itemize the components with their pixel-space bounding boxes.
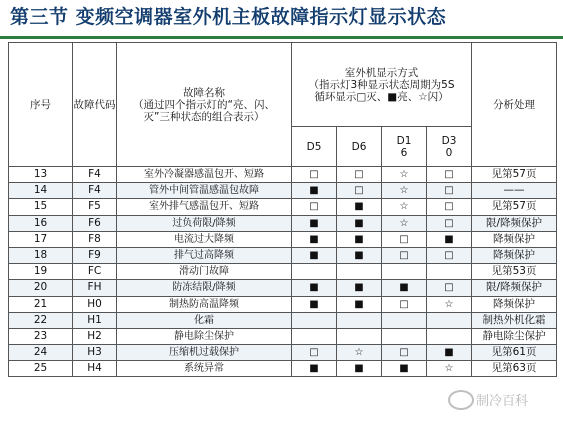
table-row [9,312,557,328]
header-fault-code: 故障代码 [73,43,117,167]
cell-code: H4 [73,361,117,377]
cell-d5 [292,328,337,344]
cell-d5: ■ [292,296,337,312]
cell-d30: ■ [427,345,472,361]
cell-name: 静电除尘保护 [117,328,292,344]
cell-d5 [292,312,337,328]
cell-code: H3 [73,345,117,361]
page-title: 第三节 变频空调器室外机主板故障指示灯显示状态 [10,6,447,28]
cell-seq: 15 [9,199,73,215]
cell-d16: □ [382,345,427,361]
cell-d5: □ [292,345,337,361]
table-row [9,247,557,263]
table-row [9,264,557,280]
header-fault-name-title: 故障名称 [183,86,225,99]
cell-d5: ■ [292,183,337,199]
header-d30: D30 [427,127,472,167]
cell-name: 管外中间管温感温包故障 [117,183,292,199]
cell-name: 室外冷凝器感温包开、短路 [117,167,292,183]
cell-d16: ☆ [382,215,427,231]
cell-analysis: 静电除尘保护 [472,328,557,344]
title-underline [0,36,563,39]
cell-d5: ■ [292,247,337,263]
cell-seq: 14 [9,183,73,199]
cell-code: F8 [73,231,117,247]
cell-seq: 20 [9,280,73,296]
cell-analysis: 见第53页 [472,264,557,280]
cell-d6: ■ [337,231,382,247]
cell-name: 电流过大降频 [117,231,292,247]
table-header [9,43,557,167]
cell-d16 [382,328,427,344]
cell-d30: □ [427,183,472,199]
cell-d5: ■ [292,215,337,231]
table-row [9,361,557,377]
table-row [9,215,557,231]
cell-d6: ■ [337,296,382,312]
cell-d5: □ [292,199,337,215]
cell-seq: 17 [9,231,73,247]
header-display-title: 室外机显示方式 [344,66,419,79]
cell-d6: □ [337,183,382,199]
cell-d6: ■ [337,215,382,231]
cell-d5: ■ [292,231,337,247]
cell-code: H0 [73,296,117,312]
cell-name: 排气过高降频 [117,247,292,263]
cell-d5: ■ [292,361,337,377]
table-body [9,167,557,377]
cell-analysis: 见第63页 [472,361,557,377]
cell-seq: 22 [9,312,73,328]
cell-code: FH [73,280,117,296]
cell-code: FC [73,264,117,280]
header-d16: D16 [382,127,427,167]
cell-analysis: 见第57页 [472,167,557,183]
cell-name: 过负荷限/降频 [117,215,292,231]
cell-seq: 16 [9,215,73,231]
cell-d6: ■ [337,361,382,377]
cell-analysis: 降频保护 [472,247,557,263]
header-fault-name [117,43,292,167]
cell-analysis: 限/降频保护 [472,280,557,296]
table-row [9,199,557,215]
table-row [9,345,557,361]
cell-d6 [337,312,382,328]
cell-d6 [337,328,382,344]
cell-name: 化霜 [117,312,292,328]
cell-seq: 13 [9,167,73,183]
cell-d6: □ [337,167,382,183]
table-row [9,280,557,296]
cell-seq: 18 [9,247,73,263]
cell-analysis: 限/降频保护 [472,215,557,231]
cell-d30: ☆ [427,361,472,377]
cell-d30 [427,312,472,328]
cell-d6: ☆ [337,345,382,361]
cell-d16: □ [382,231,427,247]
cell-d30: □ [427,247,472,263]
cell-name: 系统异常 [117,361,292,377]
header-d6: D6 [337,127,382,167]
chat-bubble-icon [448,390,474,410]
cell-d16: ■ [382,280,427,296]
header-d5: D5 [292,127,337,167]
cell-d5 [292,264,337,280]
watermark-text: 制冷百科 [476,394,529,409]
cell-d30: □ [427,280,472,296]
cell-seq: 25 [9,361,73,377]
table-row [9,231,557,247]
cell-d6 [337,264,382,280]
cell-code: F9 [73,247,117,263]
cell-seq: 21 [9,296,73,312]
cell-name: 制热防高温降频 [117,296,292,312]
cell-d16: □ [382,247,427,263]
cell-d30 [427,328,472,344]
cell-d6: ■ [337,199,382,215]
cell-d16 [382,264,427,280]
cell-code: F5 [73,199,117,215]
cell-d5: □ [292,167,337,183]
header-display-note: （指示灯3种显示状态周期为5S循环显示□灭、■亮、☆闪） [308,78,455,103]
cell-d6: ■ [337,280,382,296]
cell-d5: ■ [292,280,337,296]
header-display-mode [292,43,472,127]
cell-code: F4 [73,167,117,183]
cell-d16: ☆ [382,183,427,199]
cell-name: 室外排气感温包开、短路 [117,199,292,215]
cell-code: H2 [73,328,117,344]
cell-code: F6 [73,215,117,231]
header-seq: 序号 [9,43,73,167]
cell-analysis: —— [472,183,557,199]
cell-analysis: 制热外机化霜 [472,312,557,328]
cell-d30 [427,264,472,280]
watermark [446,378,556,420]
cell-seq: 23 [9,328,73,344]
header-fault-name-note: （通过四个指示灯的“亮、闪、灭”三种状态的组合表示） [133,98,275,123]
cell-d6: ■ [337,247,382,263]
cell-seq: 19 [9,264,73,280]
cell-code: H1 [73,312,117,328]
cell-d30: ■ [427,231,472,247]
cell-d16 [382,312,427,328]
cell-d30: □ [427,215,472,231]
cell-seq: 24 [9,345,73,361]
cell-name: 防冻结限/降频 [117,280,292,296]
table-row [9,296,557,312]
cell-d16: ☆ [382,167,427,183]
table-row [9,183,557,199]
cell-d30: □ [427,199,472,215]
table-row [9,167,557,183]
cell-analysis: 见第61页 [472,345,557,361]
cell-d16: □ [382,296,427,312]
cell-name: 压缩机过载保护 [117,345,292,361]
fault-indicator-table [8,42,557,377]
cell-d30: □ [427,167,472,183]
table-row [9,328,557,344]
header-analysis: 分析处理 [472,43,557,167]
cell-analysis: 降频保护 [472,296,557,312]
cell-d30: ☆ [427,296,472,312]
cell-analysis: 降频保护 [472,231,557,247]
cell-d16: ☆ [382,199,427,215]
cell-name: 滑动门故障 [117,264,292,280]
cell-d16: ■ [382,361,427,377]
cell-code: F4 [73,183,117,199]
cell-analysis: 见第57页 [472,199,557,215]
